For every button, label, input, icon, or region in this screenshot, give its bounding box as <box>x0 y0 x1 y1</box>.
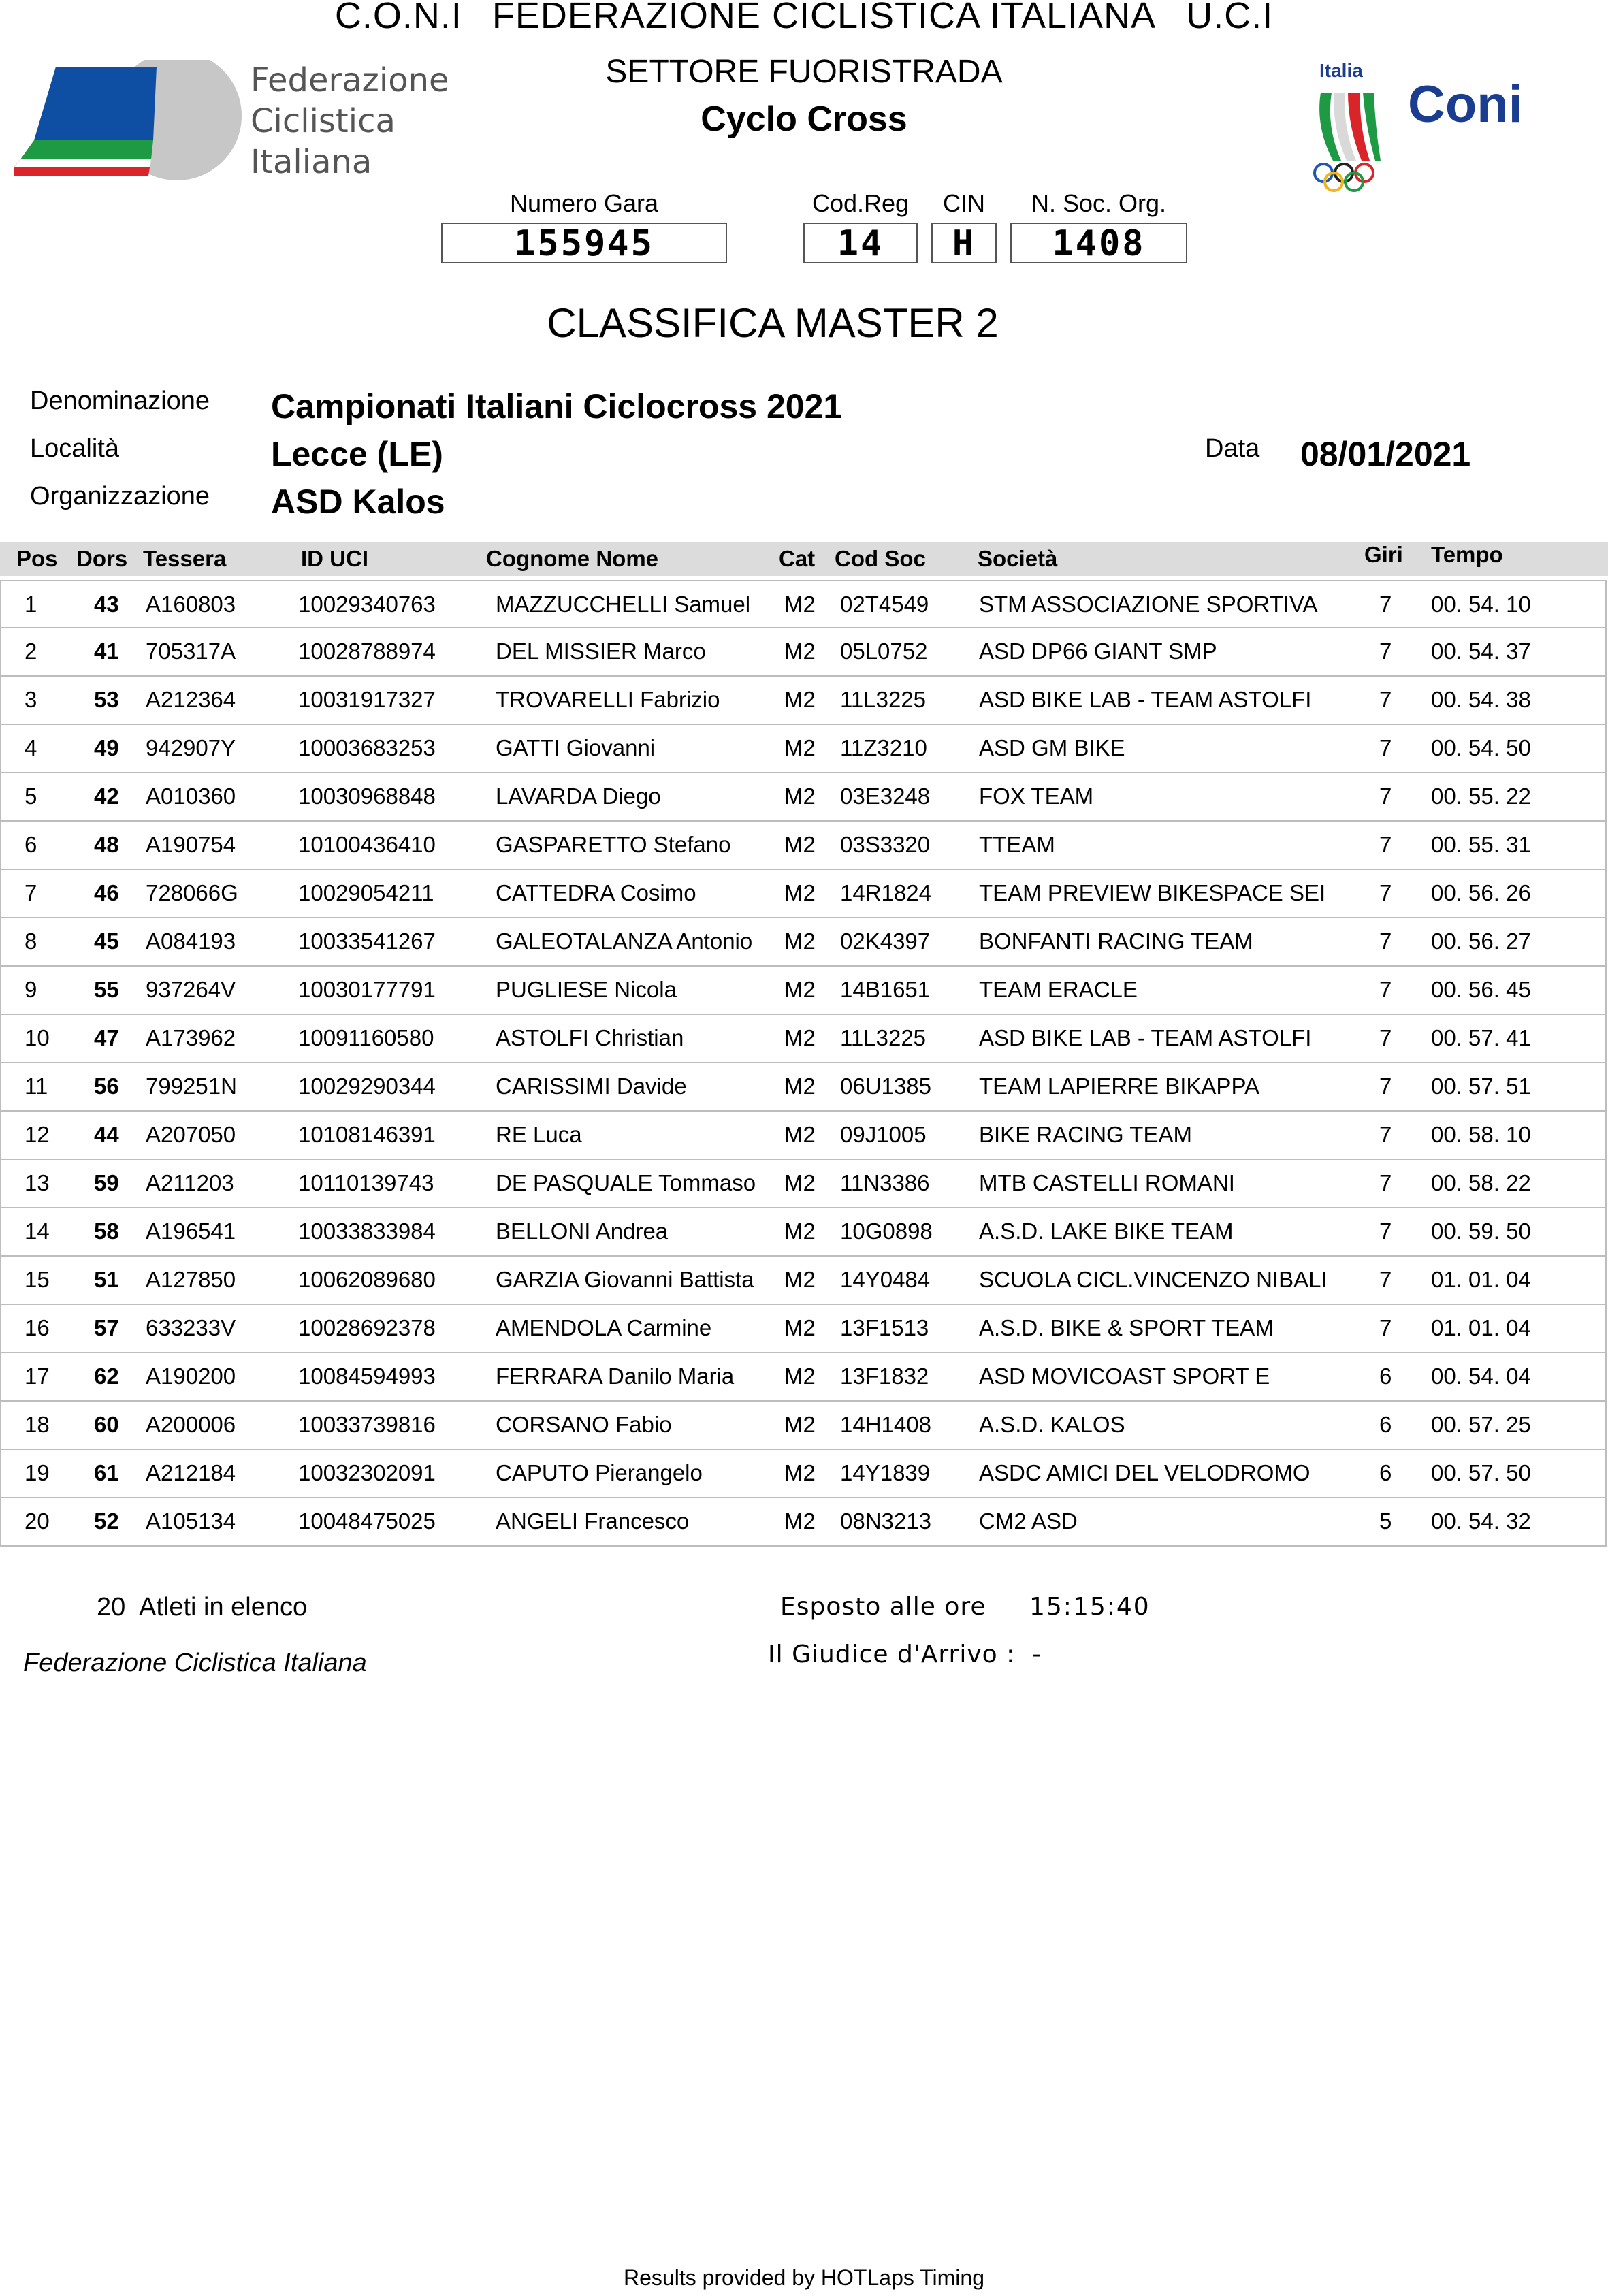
cell-tempo: 00. 57. 41 <box>1431 1025 1531 1050</box>
cell-nome: CORSANO Fabio <box>496 1412 672 1437</box>
cell-giri: 7 <box>1379 832 1392 857</box>
cell-id-uci: 10048475025 <box>298 1508 436 1534</box>
cell-id-uci: 10029340763 <box>298 592 436 617</box>
cell-cat: M2 <box>784 1412 816 1437</box>
cell-cat: M2 <box>784 1170 816 1195</box>
cell-id-uci: 10028788974 <box>298 638 436 664</box>
col-giri: Giri <box>1364 542 1403 567</box>
cell-societa: STM ASSOCIAZIONE SPORTIVA <box>979 592 1318 617</box>
cell-tempo: 00. 55. 22 <box>1431 783 1531 809</box>
cell-cod-soc: 03S3320 <box>840 832 931 857</box>
cell-societa: TTEAM <box>979 832 1055 857</box>
cell-nome: ASTOLFI Christian <box>496 1025 684 1050</box>
cell-cod-soc: 10G0898 <box>840 1218 933 1244</box>
cell-nome: GALEOTALANZA Antonio <box>496 928 753 954</box>
cell-tessera: A212184 <box>146 1460 236 1485</box>
cell-pos: 1 <box>25 592 37 617</box>
cell-nome: CAPUTO Pierangelo <box>496 1460 703 1485</box>
cell-tessera: A207050 <box>146 1122 236 1147</box>
cell-cat: M2 <box>784 1508 816 1534</box>
cell-tessera: A010360 <box>146 783 236 809</box>
cell-giri: 7 <box>1379 735 1392 760</box>
cell-tempo: 00. 55. 31 <box>1431 832 1531 857</box>
cell-cat: M2 <box>784 1315 816 1340</box>
cell-cod-soc: 11N3386 <box>840 1170 930 1195</box>
cell-giri: 7 <box>1379 1073 1392 1099</box>
cell-id-uci: 10030968848 <box>298 783 436 809</box>
cell-cat: M2 <box>784 638 816 664</box>
cell-nome: BELLONI Andrea <box>496 1218 669 1244</box>
coni-emblem <box>1307 86 1396 167</box>
cell-pos: 15 <box>25 1267 50 1292</box>
cell-dors: 57 <box>94 1315 119 1340</box>
cell-pos: 7 <box>25 880 37 905</box>
cell-giri: 6 <box>1379 1412 1392 1437</box>
table-row <box>0 773 1607 822</box>
cell-dors: 46 <box>94 880 119 905</box>
soc-org-label: N. Soc. Org. <box>1031 189 1167 217</box>
cell-nome: TROVARELLI Fabrizio <box>496 687 720 712</box>
cell-pos: 16 <box>25 1315 50 1340</box>
cell-giri: 7 <box>1379 977 1392 1002</box>
cell-dors: 43 <box>94 592 119 617</box>
table-row <box>0 822 1607 870</box>
denominazione-value: Campionati Italiani Ciclocross 2021 <box>271 387 843 425</box>
cin-label: CIN <box>943 189 985 217</box>
cell-tessera: A200006 <box>146 1412 236 1437</box>
table-row <box>0 918 1607 967</box>
data-label: Data <box>1205 434 1260 463</box>
cell-cod-soc: 05L0752 <box>840 638 928 664</box>
cell-nome: ANGELI Francesco <box>496 1508 690 1534</box>
table-row <box>0 1450 1607 1498</box>
cell-cod-soc: 13F1513 <box>840 1315 929 1340</box>
cell-dors: 55 <box>94 977 119 1002</box>
cell-dors: 52 <box>94 1508 119 1534</box>
cell-tessera: 942907Y <box>146 735 236 760</box>
cell-dors: 61 <box>94 1460 119 1485</box>
cell-tempo: 00. 56. 45 <box>1431 977 1531 1002</box>
table-header <box>0 542 1608 576</box>
cell-giri: 5 <box>1379 1508 1392 1534</box>
cell-societa: ASD MOVICOAST SPORT E <box>979 1363 1270 1389</box>
cell-tempo: 00. 54. 37 <box>1431 638 1531 664</box>
organizzazione-value: ASD Kalos <box>271 483 445 521</box>
numero-gara-value: 155945 <box>441 223 727 263</box>
table-row <box>0 677 1607 725</box>
athlete-count-label: Atleti in elenco <box>139 1593 308 1621</box>
col-tempo: Tempo <box>1431 542 1503 567</box>
cell-giri: 7 <box>1379 638 1392 664</box>
table-row <box>0 967 1607 1015</box>
cell-cod-soc: 09J1005 <box>840 1122 927 1147</box>
cell-societa: A.S.D. LAKE BIKE TEAM <box>979 1218 1234 1244</box>
col-nome: Cognome Nome <box>486 546 659 571</box>
table-row <box>0 1063 1607 1112</box>
table-row <box>0 1498 1607 1547</box>
denominazione-label: Denominazione <box>30 387 210 415</box>
cell-dors: 60 <box>94 1412 119 1437</box>
cell-tempo: 00. 54. 04 <box>1431 1363 1531 1389</box>
cell-tempo: 00. 57. 25 <box>1431 1412 1531 1437</box>
col-pos: Pos <box>16 546 58 571</box>
cell-cod-soc: 14R1824 <box>840 880 931 905</box>
classification-title: CLASSIFICA MASTER 2 <box>547 300 999 346</box>
cell-tessera: A105134 <box>146 1508 236 1534</box>
cell-cod-soc: 14Y0484 <box>840 1267 931 1292</box>
cell-societa: ASD BIKE LAB - TEAM ASTOLFI <box>979 1025 1312 1050</box>
cell-cod-soc: 11L3225 <box>840 1025 927 1050</box>
cell-cod-soc: 03E3248 <box>840 783 931 809</box>
cell-id-uci: 10110139743 <box>298 1170 434 1195</box>
localita-value: Lecce (LE) <box>271 435 443 473</box>
header-uci: U.C.I <box>1186 0 1274 36</box>
fci-logo-line-1: Federazione <box>251 61 449 99</box>
discipline-title: Cyclo Cross <box>701 99 907 139</box>
cell-cod-soc: 13F1832 <box>840 1363 929 1389</box>
cell-cat: M2 <box>784 1025 816 1050</box>
cell-tessera: A190200 <box>146 1363 236 1389</box>
cell-cat: M2 <box>784 977 816 1002</box>
cell-dors: 58 <box>94 1218 119 1244</box>
cell-tessera: 633233V <box>146 1315 236 1340</box>
localita-label: Località <box>30 434 119 463</box>
cell-tempo: 00. 59. 50 <box>1431 1218 1531 1244</box>
table-row <box>0 1257 1607 1305</box>
cell-id-uci: 10108146391 <box>298 1122 436 1147</box>
cell-pos: 11 <box>25 1073 48 1099</box>
cell-giri: 6 <box>1379 1363 1392 1389</box>
cell-dors: 56 <box>94 1073 119 1099</box>
cell-societa: TEAM LAPIERRE BIKAPPA <box>979 1073 1260 1099</box>
coni-logo-small-text: Italia <box>1319 60 1363 81</box>
cin-value: H <box>931 223 997 263</box>
cell-tempo: 00. 56. 27 <box>1431 928 1531 954</box>
cell-dors: 42 <box>94 783 119 809</box>
federation-name: Federazione Ciclistica Italiana <box>23 1649 367 1677</box>
table-row <box>0 1160 1607 1208</box>
table-row <box>0 1015 1607 1063</box>
esposto-time: 15:15:40 <box>1029 1593 1151 1621</box>
cell-cat: M2 <box>784 1218 816 1244</box>
cell-dors: 62 <box>94 1363 119 1389</box>
cell-tempo: 00. 56. 26 <box>1431 880 1531 905</box>
coni-logo <box>1307 60 1539 196</box>
cell-giri: 7 <box>1379 880 1392 905</box>
cell-societa: ASDC AMICI DEL VELODROMO <box>979 1460 1310 1485</box>
cell-pos: 13 <box>25 1170 50 1195</box>
table-row <box>0 1353 1607 1402</box>
cell-tessera: A084193 <box>146 928 236 954</box>
cell-nome: GASPARETTO Stefano <box>496 832 731 857</box>
cell-cod-soc: 11Z3210 <box>840 735 927 760</box>
cell-id-uci: 10003683253 <box>298 735 436 760</box>
cell-dors: 49 <box>94 735 119 760</box>
coni-logo-big-text: Coni <box>1408 76 1523 133</box>
cell-cod-soc: 02T4549 <box>840 592 929 617</box>
table-row <box>0 1305 1607 1353</box>
cell-id-uci: 10031917327 <box>298 687 436 712</box>
cell-tempo: 00. 58. 22 <box>1431 1170 1531 1195</box>
table-row <box>0 1112 1607 1160</box>
cell-cat: M2 <box>784 1460 816 1485</box>
cell-giri: 7 <box>1379 687 1392 712</box>
cell-tessera: A160803 <box>146 592 236 617</box>
cell-id-uci: 10029290344 <box>298 1073 436 1099</box>
cell-societa: A.S.D. KALOS <box>979 1412 1125 1437</box>
col-id-uci: ID UCI <box>301 546 368 571</box>
numero-gara-label: Numero Gara <box>509 189 659 217</box>
cell-nome: DEL MISSIER Marco <box>496 638 706 664</box>
col-tessera: Tessera <box>143 546 227 571</box>
cell-societa: BONFANTI RACING TEAM <box>979 928 1253 954</box>
cell-societa: TEAM ERACLE <box>979 977 1138 1002</box>
cell-tempo: 01. 01. 04 <box>1431 1267 1531 1292</box>
cell-giri: 7 <box>1379 1315 1392 1340</box>
cell-tempo: 00. 54. 50 <box>1431 735 1531 760</box>
cell-dors: 51 <box>94 1267 119 1292</box>
cell-pos: 20 <box>25 1508 50 1534</box>
cell-tessera: A173962 <box>146 1025 236 1050</box>
cell-dors: 53 <box>94 687 119 712</box>
cell-tempo: 00. 54. 32 <box>1431 1508 1531 1534</box>
cell-pos: 18 <box>25 1412 50 1437</box>
col-societa: Società <box>978 546 1058 571</box>
cell-cat: M2 <box>784 1122 816 1147</box>
cell-pos: 8 <box>25 928 37 954</box>
cell-societa: SCUOLA CICL.VINCENZO NIBALI <box>979 1267 1328 1292</box>
cell-cod-soc: 06U1385 <box>840 1073 931 1099</box>
cell-tempo: 00. 58. 10 <box>1431 1122 1531 1147</box>
cell-pos: 5 <box>25 783 37 809</box>
cell-giri: 7 <box>1379 928 1392 954</box>
cell-giri: 7 <box>1379 1025 1392 1050</box>
cell-id-uci: 10033833984 <box>298 1218 436 1244</box>
cell-societa: A.S.D. BIKE & SPORT TEAM <box>979 1315 1274 1340</box>
esposto-label: Esposto alle ore <box>780 1593 986 1621</box>
cell-giri: 7 <box>1379 1122 1392 1147</box>
cell-cat: M2 <box>784 1073 816 1099</box>
header-coni: C.O.N.I <box>334 0 462 36</box>
cell-tessera: 937264V <box>146 977 236 1002</box>
fci-logo-mark <box>14 60 259 182</box>
cell-id-uci: 10030177791 <box>298 977 436 1002</box>
cell-giri: 7 <box>1379 1218 1392 1244</box>
cell-tempo: 00. 57. 50 <box>1431 1460 1531 1485</box>
table-row <box>0 725 1607 773</box>
cell-nome: AMENDOLA Carmine <box>496 1315 712 1340</box>
cell-nome: PUGLIESE Nicola <box>496 977 677 1002</box>
cell-nome: LAVARDA Diego <box>496 783 661 809</box>
cell-nome: GATTI Giovanni <box>496 735 656 760</box>
cell-id-uci: 10100436410 <box>298 832 436 857</box>
cell-tempo: 00. 54. 10 <box>1431 592 1531 617</box>
cell-societa: BIKE RACING TEAM <box>979 1122 1192 1147</box>
cell-cod-soc: 11L3225 <box>840 687 927 712</box>
cell-dors: 41 <box>94 638 119 664</box>
cell-cod-soc: 14Y1839 <box>840 1460 931 1485</box>
cell-tessera: A212364 <box>146 687 236 712</box>
cell-nome: CATTEDRA Cosimo <box>496 880 696 905</box>
cell-tessera: A196541 <box>146 1218 236 1244</box>
cell-cat: M2 <box>784 1363 816 1389</box>
soc-org-value: 1408 <box>1010 223 1187 263</box>
table-row <box>0 1208 1607 1257</box>
cell-cod-soc: 14H1408 <box>840 1412 931 1437</box>
cell-id-uci: 10028692378 <box>298 1315 436 1340</box>
cell-societa: CM2 ASD <box>979 1508 1078 1534</box>
cell-giri: 7 <box>1379 1170 1392 1195</box>
cell-id-uci: 10033739816 <box>298 1412 436 1437</box>
cell-giri: 6 <box>1379 1460 1392 1485</box>
table-row <box>0 870 1607 918</box>
results-credit: Results provided by HOTLaps Timing <box>624 2265 984 2290</box>
col-dors: Dors <box>76 546 128 571</box>
olympic-rings-icon <box>1311 161 1400 195</box>
cell-dors: 48 <box>94 832 119 857</box>
cell-societa: TEAM PREVIEW BIKESPACE SEI <box>979 880 1326 905</box>
cell-pos: 17 <box>25 1363 50 1389</box>
header-federazione: FEDERAZIONE CICLISTICA ITALIANA <box>492 0 1157 36</box>
cell-societa: ASD DP66 GIANT SMP <box>979 638 1217 664</box>
cell-tempo: 01. 01. 04 <box>1431 1315 1531 1340</box>
table-row <box>0 1402 1607 1450</box>
cell-id-uci: 10084594993 <box>298 1363 436 1389</box>
cell-tessera: A211203 <box>146 1170 234 1195</box>
cell-tessera: 799251N <box>146 1073 237 1099</box>
table-row <box>0 628 1607 677</box>
cell-cat: M2 <box>784 880 816 905</box>
cell-dors: 45 <box>94 928 119 954</box>
cell-cat: M2 <box>784 832 816 857</box>
cell-cod-soc: 08N3213 <box>840 1508 931 1534</box>
athlete-count: 20 <box>97 1593 126 1621</box>
results-table-body <box>0 580 1607 1547</box>
cell-tessera: A190754 <box>146 832 236 857</box>
cell-tessera: A127850 <box>146 1267 236 1292</box>
cod-reg-value: 14 <box>803 223 918 263</box>
cell-giri: 7 <box>1379 783 1392 809</box>
cell-pos: 9 <box>25 977 37 1002</box>
cell-id-uci: 10033541267 <box>298 928 436 954</box>
cell-pos: 19 <box>25 1460 50 1485</box>
col-cod-soc: Cod Soc <box>835 546 926 571</box>
cod-reg-label: Cod.Reg <box>811 189 910 217</box>
table-row <box>0 580 1607 628</box>
cell-tessera: 728066G <box>146 880 238 905</box>
cell-tempo: 00. 57. 51 <box>1431 1073 1531 1099</box>
cell-nome: GARZIA Giovanni Battista <box>496 1267 754 1292</box>
cell-pos: 4 <box>25 735 37 760</box>
cell-pos: 12 <box>25 1122 50 1147</box>
cell-id-uci: 10029054211 <box>298 880 434 905</box>
cell-nome: RE Luca <box>496 1122 582 1147</box>
cell-societa: ASD BIKE LAB - TEAM ASTOLFI <box>979 687 1312 712</box>
cell-cat: M2 <box>784 687 816 712</box>
cell-pos: 14 <box>25 1218 50 1244</box>
cell-dors: 47 <box>94 1025 119 1050</box>
cell-cat: M2 <box>784 928 816 954</box>
cell-id-uci: 10091160580 <box>298 1025 434 1050</box>
fci-logo <box>14 60 449 182</box>
data-value: 08/01/2021 <box>1300 435 1471 473</box>
cell-pos: 6 <box>25 832 37 857</box>
cell-cod-soc: 14B1651 <box>840 977 931 1002</box>
cell-dors: 44 <box>94 1122 119 1147</box>
cell-societa: FOX TEAM <box>979 783 1094 809</box>
cell-pos: 2 <box>25 638 37 664</box>
cell-tempo: 00. 54. 38 <box>1431 687 1531 712</box>
cell-nome: DE PASQUALE Tommaso <box>496 1170 756 1195</box>
cell-nome: MAZZUCCHELLI Samuel <box>496 592 751 617</box>
cell-cat: M2 <box>784 735 816 760</box>
cell-nome: FERRARA Danilo Maria <box>496 1363 735 1389</box>
cell-id-uci: 10032302091 <box>298 1460 436 1485</box>
cell-cat: M2 <box>784 1267 816 1292</box>
cell-giri: 7 <box>1379 592 1392 617</box>
fci-logo-line-2: Ciclistica <box>251 102 396 140</box>
cell-cat: M2 <box>784 783 816 809</box>
cell-id-uci: 10062089680 <box>298 1267 436 1292</box>
giudice-arrivo: Il Giudice d'Arrivo : - <box>768 1640 1042 1668</box>
cell-pos: 3 <box>25 687 37 712</box>
cell-cod-soc: 02K4397 <box>840 928 931 954</box>
cell-pos: 10 <box>25 1025 50 1050</box>
cell-tessera: 705317A <box>146 638 236 664</box>
cell-nome: CARISSIMI Davide <box>496 1073 687 1099</box>
col-cat: Cat <box>779 546 816 571</box>
organizzazione-label: Organizzazione <box>30 482 210 511</box>
header-organizations <box>0 0 1608 37</box>
fci-logo-line-3: Italiana <box>251 143 372 181</box>
cell-cat: M2 <box>784 592 816 617</box>
cell-societa: MTB CASTELLI ROMANI <box>979 1170 1235 1195</box>
cell-societa: ASD GM BIKE <box>979 735 1125 760</box>
cell-dors: 59 <box>94 1170 119 1195</box>
cell-giri: 7 <box>1379 1267 1392 1292</box>
sector-title: SETTORE FUORISTRADA <box>605 54 1003 90</box>
